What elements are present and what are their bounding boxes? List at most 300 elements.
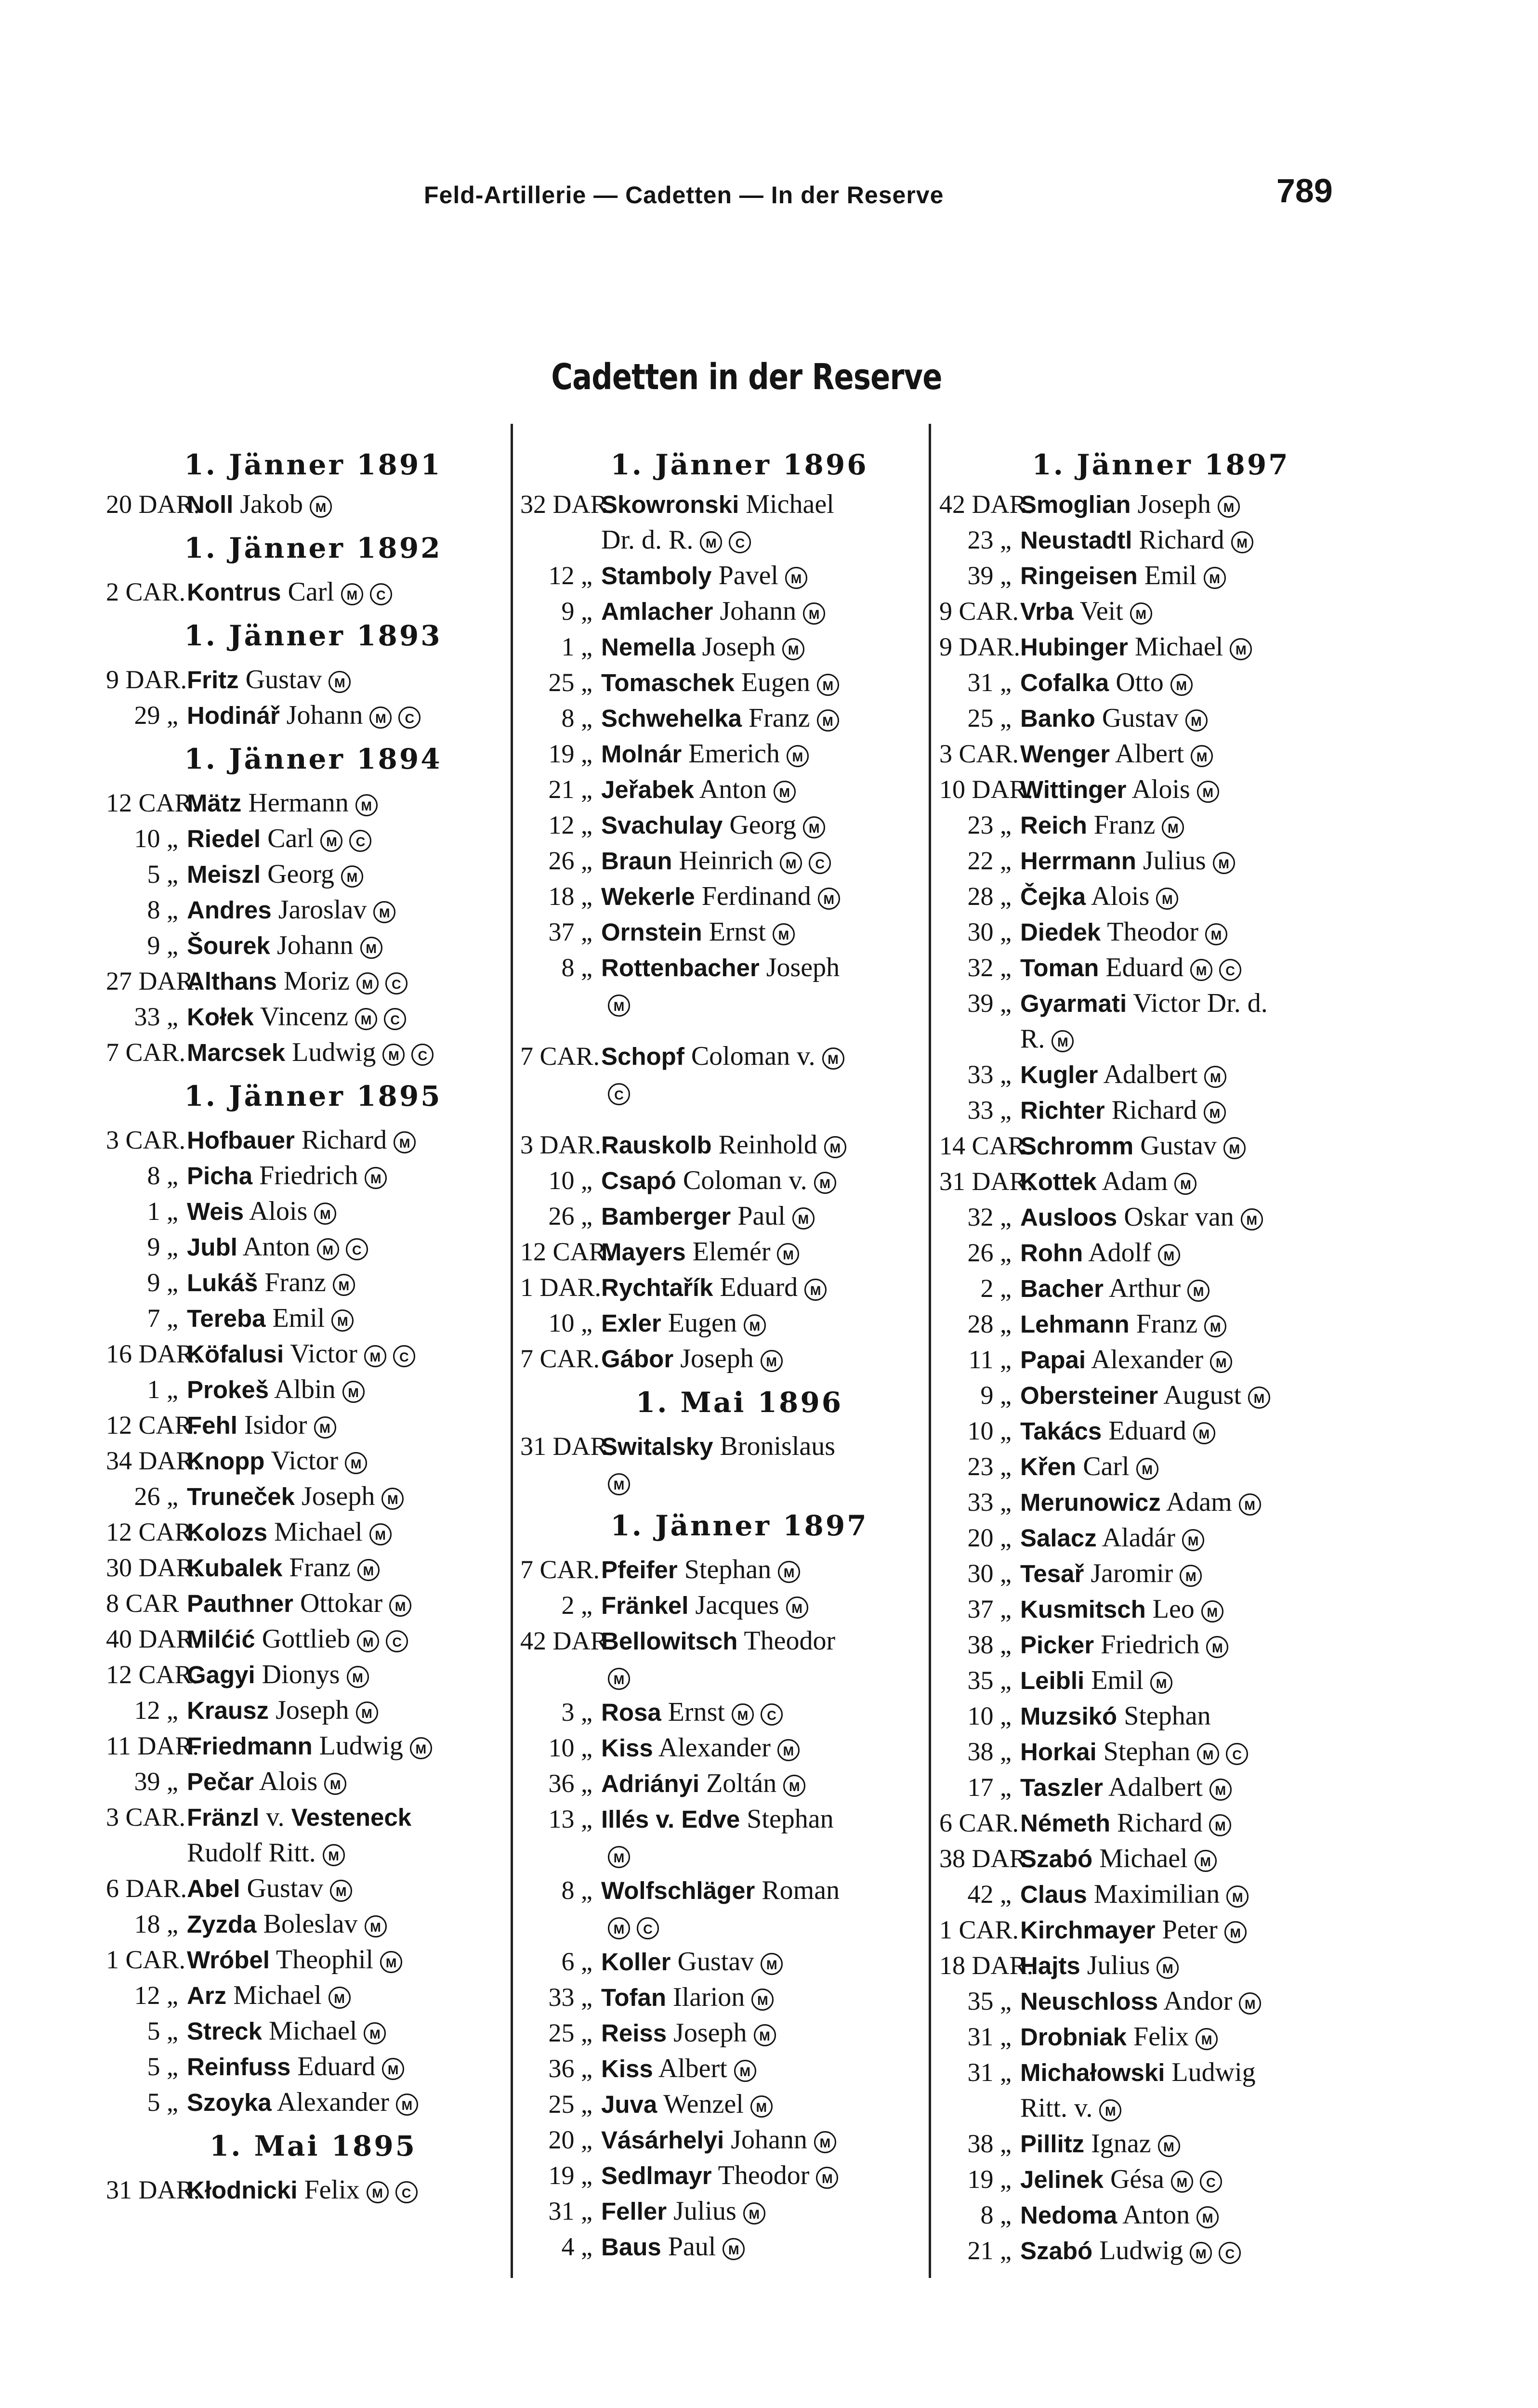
surname: Kugler: [1020, 1061, 1098, 1088]
entry-text: [187, 2084, 501, 2120]
entry-number: [106, 2172, 200, 2208]
entry-number: [939, 1983, 1012, 2019]
column-1: [106, 443, 501, 2208]
unit-abbrev: CAR.: [138, 788, 199, 817]
surname: Rychtařík: [601, 1274, 713, 1301]
entry-text: [187, 1229, 501, 1265]
entry-number: [939, 1841, 1034, 1876]
circled-m-icon: M: [700, 531, 722, 553]
circled-m-icon: M: [778, 1561, 800, 1583]
entry-text: [1020, 985, 1363, 1021]
given-name: Julius: [673, 2196, 736, 2226]
circled-m-icon: M: [754, 2024, 776, 2046]
surname: Čejka: [1020, 883, 1086, 910]
rank-number: 10: [967, 1701, 994, 1730]
list-item: [106, 928, 501, 963]
given-name: Adam: [1102, 1166, 1168, 1196]
surname: Picha: [187, 1162, 253, 1190]
circled-c-icon: C: [1219, 2242, 1241, 2264]
unit-abbrev: „: [581, 1983, 592, 2012]
entry-text: [1020, 914, 1363, 950]
circled-m-icon: M: [382, 2058, 404, 2080]
unit-abbrev: „: [1000, 2129, 1012, 2158]
given-name: Alois: [259, 1767, 318, 1796]
entry-number: [939, 486, 1034, 522]
surname: Kontrus: [187, 578, 281, 606]
circled-m-icon: M: [1130, 602, 1152, 625]
running-title: Feld-Artillerie — Cadetten — In der Reserve: [424, 182, 944, 209]
given-name: Carl: [267, 824, 314, 853]
list-item: [939, 1021, 1363, 1057]
list-item: [939, 2019, 1363, 2055]
section-heading: 1. Jänner 1893: [184, 619, 442, 652]
surname: Krausz: [187, 1697, 269, 1724]
surname: Sedlmayr: [601, 2162, 712, 2189]
entry-text: [1020, 1591, 1363, 1627]
entry-text: [1020, 1912, 1363, 1948]
rank-number: 34: [106, 1446, 132, 1475]
circled-m-icon: M: [817, 709, 839, 732]
circled-m-icon: M: [1170, 674, 1193, 696]
rank-number: 18: [134, 1910, 160, 1938]
unit-abbrev: „: [1000, 1559, 1012, 1588]
entry-text: [601, 2122, 939, 2158]
entry-text: [601, 1234, 939, 1270]
circled-m-icon: M: [1195, 1850, 1217, 1872]
surname: Hodinář: [187, 702, 280, 729]
circled-m-icon: M: [364, 2022, 386, 2044]
entry-text: [187, 1300, 501, 1336]
given-name: Richard: [1117, 1808, 1203, 1838]
circled-c-icon: C: [349, 830, 371, 852]
surname: Fränkel: [601, 1592, 689, 1619]
circled-m-icon: M: [1204, 1066, 1226, 1088]
spacer: [520, 1021, 939, 1038]
circled-m-icon: M: [324, 1773, 346, 1795]
unit-abbrev: „: [1000, 2022, 1012, 2051]
list-item: [939, 1377, 1363, 1413]
circled-c-icon: C: [1219, 959, 1241, 981]
list-item: [939, 914, 1363, 950]
entry-text: [1020, 1484, 1363, 1520]
list-item: [520, 1587, 939, 1623]
surname: Knopp: [187, 1447, 265, 1475]
surname: Adriányi: [601, 1770, 700, 1797]
rank-number: 9: [980, 1381, 994, 1410]
given-name: Franz: [289, 1553, 351, 1583]
surname: Fränzl: [187, 1804, 260, 1831]
entry-number: [939, 2126, 1012, 2161]
list-item: [520, 1552, 939, 1587]
unit-abbrev: CAR.: [539, 1555, 600, 1584]
given-name: Coloman v.: [683, 1165, 807, 1195]
circled-m-icon: M: [1205, 923, 1227, 945]
entry-text: [1020, 1983, 1363, 2019]
list-item: [939, 1698, 1363, 1734]
given-name: Michael: [1099, 1844, 1188, 1873]
list-item: [106, 1728, 501, 1764]
given-name: Reinhold: [718, 1130, 817, 1160]
given-name: Carl: [288, 577, 334, 607]
list-item: [939, 1912, 1363, 1948]
entry-number: [520, 1801, 592, 1837]
rank-number: 32: [520, 490, 546, 519]
unit-abbrev: DAR.: [552, 1626, 615, 1655]
entry-text: [187, 928, 501, 964]
entry-number: [520, 914, 592, 950]
surname: Ornstein: [601, 918, 702, 946]
list-item: [106, 1407, 501, 1443]
surname: Molnár: [601, 740, 682, 768]
entry-text: [187, 1372, 501, 1408]
circled-m-icon: M: [1209, 1779, 1232, 1801]
entry-text: [187, 697, 501, 733]
entry-number: [106, 697, 178, 733]
entry-text: [187, 1764, 501, 1800]
list-item: [520, 1234, 939, 1269]
rank-number: 35: [967, 1666, 994, 1695]
unit-abbrev: DAR.: [972, 490, 1034, 519]
surname: Németh: [1020, 1809, 1111, 1837]
entry-text: [187, 1906, 501, 1942]
list-item: [939, 1948, 1363, 1983]
unit-abbrev: „: [1000, 1381, 1012, 1410]
rank-number: 8: [561, 1876, 575, 1905]
entry-text: [601, 1872, 939, 1909]
rank-number: 19: [548, 739, 575, 768]
surname: Riedel: [187, 825, 261, 852]
entry-text: [601, 1801, 939, 1837]
rank-number: 5: [147, 2088, 160, 2117]
given-name: Emil: [1091, 1665, 1144, 1695]
entry-text: [1020, 1199, 1363, 1235]
entry-number: [520, 2158, 592, 2193]
entry-number: [520, 486, 615, 522]
given-name: Stephan: [1124, 1701, 1211, 1731]
given-name: Gustav: [245, 665, 322, 694]
surname: Nemella: [601, 633, 696, 661]
unit-abbrev: „: [581, 2018, 592, 2047]
given-name: Felix: [1133, 2022, 1189, 2052]
surname: Köfalusi: [187, 1340, 284, 1368]
entry-number: [939, 1662, 1012, 1698]
unit-abbrev: CAR.: [138, 1518, 199, 1546]
rank-number: 38: [967, 1737, 994, 1766]
surname: Schwehelka: [601, 705, 742, 732]
given-name: Coloman v.: [691, 1041, 815, 1071]
given-name: Emil: [1144, 561, 1197, 590]
unit-abbrev: DAR.: [138, 1446, 200, 1475]
unit-abbrev: „: [167, 1910, 178, 1938]
entry-text: [187, 2013, 501, 2049]
given-name: Gésa: [1110, 2164, 1164, 2194]
given-name: v.: [266, 1802, 285, 1832]
entry-number: [939, 1342, 1012, 1377]
entry-text: [1020, 1734, 1363, 1770]
given-name: Victor: [290, 1339, 357, 1369]
rank-number: 19: [967, 2165, 994, 2194]
list-item: [939, 1449, 1363, 1484]
circled-m-icon: M: [787, 745, 809, 767]
given-name: Elemér: [692, 1237, 771, 1267]
surname: Obersteiner: [1020, 1382, 1158, 1409]
unit-abbrev: „: [1000, 704, 1012, 733]
circled-c-icon: C: [809, 852, 831, 874]
given-name: Eduard: [1105, 953, 1184, 982]
unit-abbrev: „: [581, 775, 592, 804]
entry-text: [187, 1193, 501, 1230]
surname: Svachulay: [601, 811, 723, 839]
entry-number: [106, 785, 199, 821]
given-name: Ilarion: [673, 1982, 745, 2012]
surname: Amlacher: [601, 598, 713, 625]
unit-abbrev: CAR.: [959, 739, 1019, 768]
circled-c-icon: C: [386, 1630, 408, 1652]
unit-abbrev: „: [167, 1981, 178, 2010]
surname: Kłodnicki: [187, 2176, 298, 2204]
given-name: Jacques: [695, 1590, 779, 1620]
entry-number: [520, 1872, 592, 1908]
list-item: [939, 1199, 1363, 1235]
surname: Zyzda: [187, 1911, 257, 1938]
rank-number: 6: [939, 1808, 952, 1837]
rank-number: 42: [939, 490, 965, 519]
list-item: [520, 593, 939, 629]
unit-abbrev: DAR.: [125, 665, 187, 694]
list-item: [939, 2055, 1363, 2090]
list-item: [520, 1623, 939, 1659]
list-item: [106, 2013, 501, 2049]
entry-number: [520, 700, 592, 736]
surname: Kottek: [1020, 1168, 1097, 1195]
entry-number: [520, 807, 592, 843]
circled-m-icon: M: [1206, 1636, 1228, 1658]
surname: Szoyka: [187, 2089, 272, 2116]
entry-text: [187, 999, 501, 1035]
entry-text: [601, 1341, 939, 1377]
entry-text: [601, 665, 939, 701]
circled-m-icon: M: [369, 707, 392, 729]
rank-number: 38: [967, 1630, 994, 1659]
circled-m-icon: M: [1190, 2242, 1212, 2264]
circled-m-icon: M: [355, 1008, 377, 1030]
rank-number: 7: [106, 1038, 119, 1067]
unit-abbrev: CAR.: [552, 1237, 613, 1266]
unit-abbrev: „: [167, 1375, 178, 1404]
entry-number: [106, 1034, 186, 1070]
rank-number: 9: [147, 1232, 160, 1261]
surname: Vásárhelyi: [601, 2126, 724, 2154]
circled-m-icon: M: [1196, 2206, 1219, 2228]
given-name: Emerich: [688, 739, 780, 769]
entry-text: [1020, 807, 1363, 843]
unit-abbrev: „: [167, 931, 178, 960]
entry-number: [106, 2084, 178, 2120]
given-name: Ludwig: [292, 1037, 376, 1067]
entry-number: [520, 2086, 592, 2122]
entry-number: [939, 1128, 1032, 1164]
unit-abbrev: „: [581, 2054, 592, 2083]
surname: Weis: [187, 1198, 244, 1225]
surname: Jelinek: [1020, 2166, 1104, 2193]
rank-number: 18: [939, 1951, 965, 1980]
list-item: [106, 1372, 501, 1407]
list-item: [106, 662, 501, 697]
given-name: Georg: [729, 810, 797, 840]
entry-text: [601, 2229, 939, 2265]
surname: Tomaschek: [601, 669, 735, 696]
unit-abbrev: „: [1000, 953, 1012, 982]
rank-number: 9: [561, 597, 575, 626]
unit-abbrev: „: [581, 953, 592, 982]
entry-number: [939, 985, 1012, 1021]
circled-m-icon: M: [743, 2202, 765, 2225]
unit-abbrev: DAR.: [138, 2175, 200, 2204]
unit-abbrev: „: [167, 1002, 178, 1031]
rank-number: 31: [967, 2058, 994, 2087]
given-name: Victor: [271, 1446, 339, 1476]
entry-text: [1020, 2019, 1363, 2055]
unit-abbrev: DAR.: [138, 1624, 200, 1653]
circled-c-icon: C: [370, 583, 392, 605]
given-name: Julius: [1087, 1950, 1150, 1980]
given-name: Eduard: [1108, 1416, 1186, 1446]
entry-number: [106, 486, 200, 522]
list-item: [520, 1694, 939, 1730]
surname: Fritz: [187, 666, 239, 694]
given-name: Alois: [1091, 881, 1150, 911]
entry-text: [601, 1428, 939, 1465]
entry-text: [601, 1074, 939, 1110]
entry-number: [939, 1556, 1012, 1591]
entry-number: [520, 2229, 592, 2264]
entry-text: [187, 1871, 501, 1907]
circled-m-icon: M: [1157, 1957, 1179, 1979]
rank-number: 39: [967, 989, 994, 1018]
circled-m-icon: M: [382, 1044, 405, 1066]
unit-abbrev: DAR.: [539, 1130, 602, 1159]
surname: Pečar: [187, 1768, 254, 1795]
circled-m-icon: M: [814, 2131, 836, 2153]
given-name: Carl: [1083, 1452, 1130, 1481]
surname: Richter: [1020, 1097, 1105, 1124]
entry-text: [187, 1479, 501, 1515]
rank-number: 19: [548, 2161, 575, 2190]
entry-text: [1020, 1520, 1363, 1556]
rank-number: 12: [548, 811, 575, 839]
rank-number: 5: [147, 2016, 160, 2045]
entry-number: [106, 963, 200, 999]
entry-number: [106, 1158, 178, 1193]
circled-m-icon: M: [822, 1047, 844, 1070]
circled-m-icon: M: [734, 2060, 756, 2082]
rank-number: 37: [967, 1595, 994, 1623]
entry-number: [939, 1769, 1012, 1805]
entry-number: [939, 629, 1021, 665]
given-name: Richard: [1111, 1095, 1197, 1125]
unit-abbrev: „: [1000, 1309, 1012, 1338]
unit-abbrev: „: [581, 1698, 592, 1727]
list-item: [939, 1092, 1363, 1128]
list-item: [106, 2049, 501, 2084]
list-item: [520, 1428, 939, 1464]
entry-number: [520, 772, 592, 807]
list-item: [106, 1692, 501, 1728]
given-name: Eugen: [741, 667, 810, 697]
list-item: [520, 2122, 939, 2158]
entry-text: [601, 807, 939, 843]
list-item: [520, 1801, 939, 1837]
entry-number: [106, 892, 178, 928]
given-name: Zoltán: [706, 1768, 777, 1798]
entry-number: [520, 2015, 592, 2051]
unit-abbrev: „: [1000, 1880, 1012, 1909]
rank-number: 23: [967, 811, 994, 839]
surname: Rosa: [601, 1699, 661, 1726]
unit-abbrev: „: [581, 632, 592, 661]
circled-c-icon: C: [608, 1083, 630, 1105]
given-name: Gustav: [247, 1873, 324, 1903]
entry-text: [1020, 1306, 1363, 1342]
entry-text: [1020, 700, 1363, 736]
rank-number: 12: [106, 1411, 132, 1440]
entry-number: [939, 1698, 1012, 1734]
column-3: [939, 443, 1363, 2268]
entry-text: [187, 892, 501, 928]
unit-abbrev: DAR.: [138, 1553, 200, 1582]
surname: Mayers: [601, 1238, 686, 1266]
given-name: Theodor: [744, 1626, 836, 1656]
circled-m-icon: M: [380, 1951, 402, 1973]
given-name: Victor Dr. d.: [1133, 988, 1268, 1018]
circled-m-icon: M: [1156, 888, 1178, 910]
list-item: [106, 1799, 501, 1835]
list-item: [520, 486, 939, 522]
entry-text: [601, 558, 939, 594]
circled-m-icon: M: [356, 972, 379, 995]
entry-number: [939, 1377, 1012, 1413]
given-name: Ferdinand: [701, 881, 811, 911]
entry-text: [1020, 1057, 1363, 1093]
rank-number: 12: [106, 1660, 132, 1689]
rank-number: 1: [939, 1915, 952, 1944]
entry-text: [187, 785, 501, 821]
column-2: [520, 443, 939, 2264]
given-name: Gustav: [1102, 703, 1179, 733]
entry-text: [1020, 1021, 1363, 1057]
entry-text: [187, 1158, 501, 1194]
surname: Kiss: [601, 2055, 653, 2082]
given-name: Adalbert: [1103, 1060, 1198, 1089]
list-item: [939, 700, 1363, 736]
entry-number: [106, 1942, 186, 1977]
rank-number: 12: [134, 1981, 160, 2010]
entry-number: [520, 1127, 602, 1163]
entry-text: [601, 2086, 939, 2122]
circled-m-icon: M: [1174, 1173, 1196, 1195]
list-item: [520, 1979, 939, 2015]
entry-number: [939, 914, 1012, 950]
surname: Reiss: [601, 2019, 667, 2047]
circled-m-icon: M: [341, 865, 363, 888]
given-name: Veit: [1079, 596, 1123, 626]
surname: Exler: [601, 1309, 661, 1337]
rank-number: 17: [967, 1773, 994, 1802]
rank-number: 3: [939, 739, 952, 768]
unit-abbrev: „: [1000, 525, 1012, 554]
circled-m-icon: M: [333, 1274, 355, 1296]
unit-abbrev: CAR.: [125, 577, 186, 606]
